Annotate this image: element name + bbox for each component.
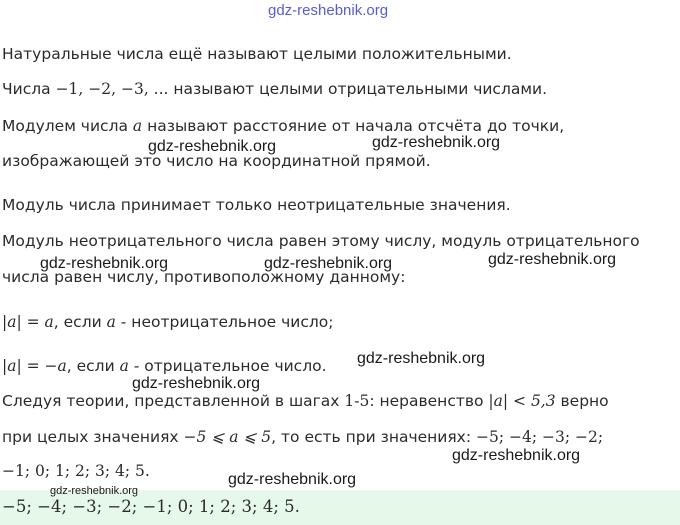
text: называют целыми отрицательными числами. [168,80,548,98]
text-line-negative-integers [2,80,547,98]
watermark-top: gdz-reshebnik.org [268,2,389,19]
text: называют расстояние от начала отсчёта до точки, [142,117,565,135]
watermark: gdz-reshebnik.org [488,251,617,268]
math-values: −5; −4; −3; −2; [476,428,604,446]
math-variable: a [119,357,129,375]
text-line-integer-values-cont: −1; 0; 1; 2; 3; 4; 5. [2,462,150,480]
math-expression: −1, −2, −3, ... [55,80,169,98]
text-line-inequality [2,392,609,410]
text: Следуя теории, представленной в шагах [2,392,345,410]
text-line-modulus-definition [2,117,564,135]
math-variable: a [106,313,116,331]
text: Модулем числа [2,117,133,135]
watermark: gdz-reshebnik.org [228,471,357,488]
text: Числа [2,80,56,98]
text-line-modulus-rule: Модуль неотрицательного числа равен этому числу, модуль отрицательного [2,232,640,250]
step-range: 1-5 [344,392,370,410]
text: , если [53,313,107,331]
watermark: gdz-reshebnik.org [264,255,393,272]
text: - отрицательное число. [128,357,327,375]
text: при целых значениях [2,428,184,446]
text: , если [66,357,120,375]
text: : неравенство [369,392,489,410]
text-line-integer-values [2,428,603,446]
math-expression: |a| = −a [2,357,67,375]
math-expression: |a| < 5,3 [488,392,556,410]
math-expression: −5 ⩽ a ⩽ 5 [183,428,272,446]
watermark: gdz-reshebnik.org [132,375,261,392]
formula-negative [2,357,327,375]
answer-text: −5; −4; −3; −2; −1; 0; 1; 2; 3; 4; 5. [2,497,300,516]
watermark: gdz-reshebnik.org [148,138,277,155]
formula-nonnegative [2,313,334,331]
text-line-nonnegative-values: Модуль числа принимает только неотрицательные значения. [2,196,511,214]
watermark: gdz-reshebnik.org [357,350,486,367]
text-line-modulus-rule-cont: числа равен числу, противоположному данному: [2,268,406,286]
text: - неотрицательное число; [115,313,334,331]
watermark: gdz-reshebnik.org [40,255,169,272]
math-variable: a [132,117,143,135]
watermark: gdz-reshebnik.org [372,134,501,151]
text-line-modulus-definition-cont: изображающей это число на координатной прямой. [2,152,431,170]
math-expression: |a| = a [2,313,54,331]
text: , то есть при значениях: [271,428,476,446]
text: верно [555,392,609,410]
watermark: gdz-reshebnik.org [50,485,139,497]
text-line-natural-numbers: Натуральные числа ещё называют целыми положительными. [2,45,512,63]
watermark: gdz-reshebnik.org [452,447,581,464]
